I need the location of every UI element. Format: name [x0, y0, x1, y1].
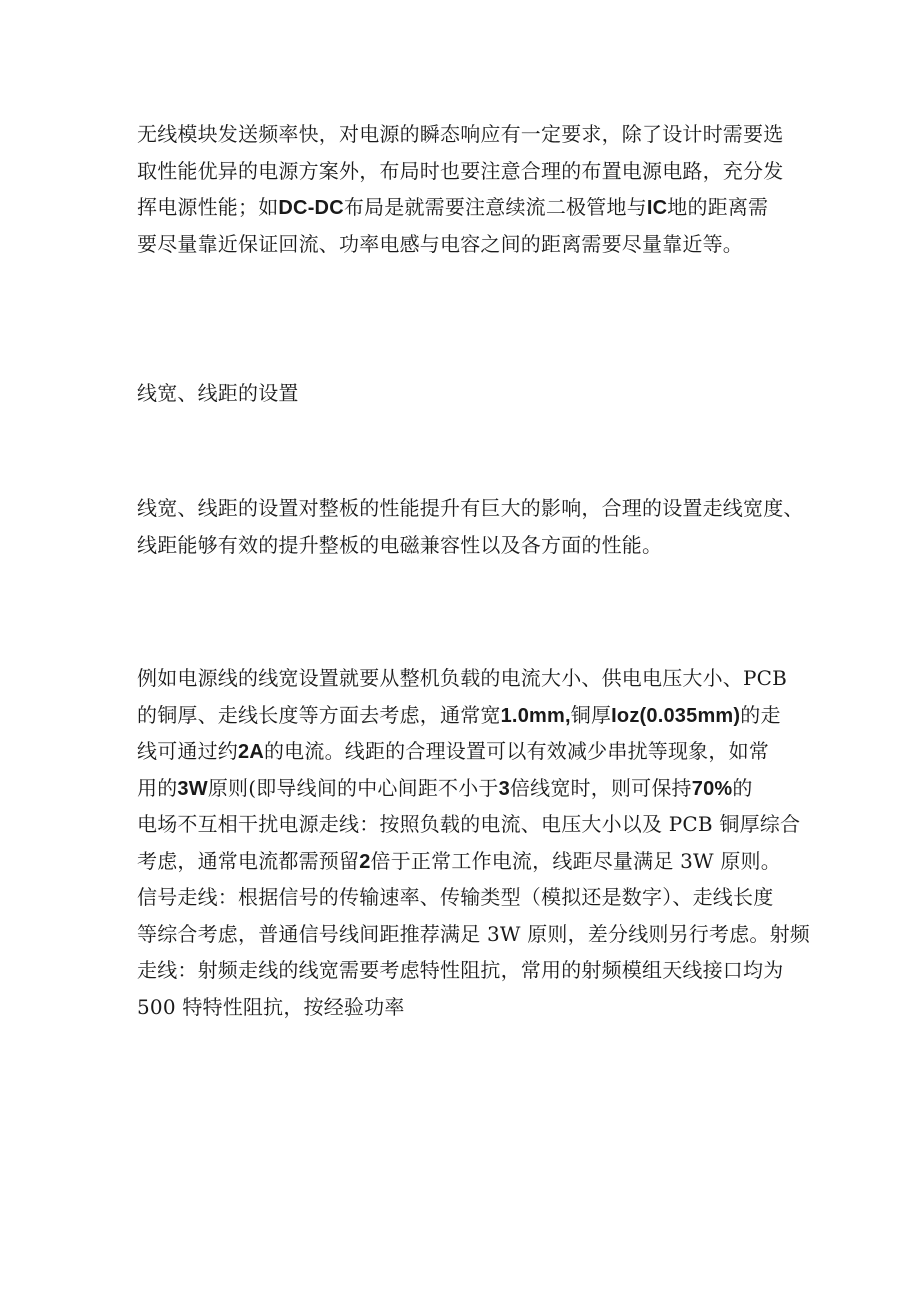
text-line	[137, 733, 787, 770]
text-line	[137, 879, 787, 916]
text-run: 铜厚	[570, 702, 612, 727]
text-run: 挥电源性能；如	[137, 195, 279, 219]
text-line	[137, 989, 787, 1026]
bold-text-run: 3W	[177, 777, 208, 800]
text-line	[137, 527, 787, 564]
paragraph-power-layout	[137, 116, 787, 262]
text-run: 的电流。线距的合理设置可以有效减少串扰等现象，如常	[263, 739, 769, 763]
text-line	[137, 697, 787, 734]
section-heading: 线宽、线距的设置	[137, 381, 299, 405]
text-line	[137, 153, 787, 190]
bold-text-run: 1.0mm,	[500, 704, 571, 727]
paragraph-line-width-details	[137, 660, 810, 1025]
text-line	[137, 770, 787, 807]
text-run: 信号走线：根据信号的传输速率、传输类型（模拟还是数字）、走线长度	[137, 885, 774, 909]
text-run: 布局是就需要注意续流二极管地与	[343, 195, 647, 219]
text-run: 例如电源线的线宽设置就要从整机负载的电流大小、供电电压大小、PCB	[137, 666, 788, 690]
bold-text-run: 3	[498, 777, 510, 800]
text-run: 线距能够有效的提升整板的电磁兼容性以及各方面的性能。	[137, 532, 663, 557]
bold-text-run: DC-DC	[278, 197, 344, 219]
text-run: 线宽、线距的设置对整板的性能提升有巨大的影响，合理的设置走线宽度、	[137, 496, 804, 520]
text-line	[137, 116, 787, 153]
text-line	[137, 843, 787, 880]
text-run: 的走	[740, 702, 781, 727]
text-line	[137, 490, 804, 527]
text-run: 等综合考虑，普通信号线间距推荐满足 3W 原则，差分线则另行考虑。射频	[137, 921, 810, 946]
text-line	[137, 916, 810, 953]
bold-text-run: Ioz(0.035mm)	[611, 704, 741, 727]
text-run: 原则(即导线间的中心间距不小于	[207, 775, 499, 800]
text-run: 用的	[137, 775, 178, 800]
text-run: 倍线宽时，则可保持	[509, 775, 692, 800]
bold-text-run: 2	[359, 850, 371, 873]
text-run: 线可通过约	[137, 739, 238, 763]
text-run: 的铜厚、走线长度等方面去考虑，通常宽	[137, 702, 501, 727]
text-line	[137, 189, 787, 226]
bold-text-run: IC	[646, 197, 668, 219]
text-run: 取性能优异的电源方案外，布局时也要注意合理的布置电源电路，充分发	[137, 158, 784, 183]
text-run: 无线模块发送频率快，对电源的瞬态响应有一定要求，除了设计时需要选	[137, 122, 784, 146]
bold-text-run: 70%	[691, 777, 733, 800]
text-line	[137, 660, 787, 697]
text-line	[137, 806, 801, 843]
bold-text-run: 2A	[238, 741, 264, 763]
text-run: 倍于正常工作电流，线距尽量满足 3W 原则。	[370, 848, 781, 873]
text-run: 地的距离需	[667, 195, 769, 219]
text-line	[137, 952, 787, 989]
text-run: 要尽量靠近保证回流、功率电感与电容之间的距离需要尽量靠近等。	[137, 231, 743, 256]
text-run: 500 特特性阻抗，按经验功率	[137, 994, 405, 1019]
text-line	[137, 226, 787, 263]
text-run: 走线：射频走线的线宽需要考虑特性阻抗，常用的射频模组天线接口均为	[137, 958, 784, 982]
paragraph-line-width-intro	[137, 490, 804, 563]
text-run: 的	[732, 775, 753, 800]
text-run: 考虑，通常电流都需预留	[137, 848, 360, 873]
text-run: 电场不互相干扰电源走线：按照负载的电流、电压大小以及 PCB 铜厚综合	[137, 812, 801, 836]
